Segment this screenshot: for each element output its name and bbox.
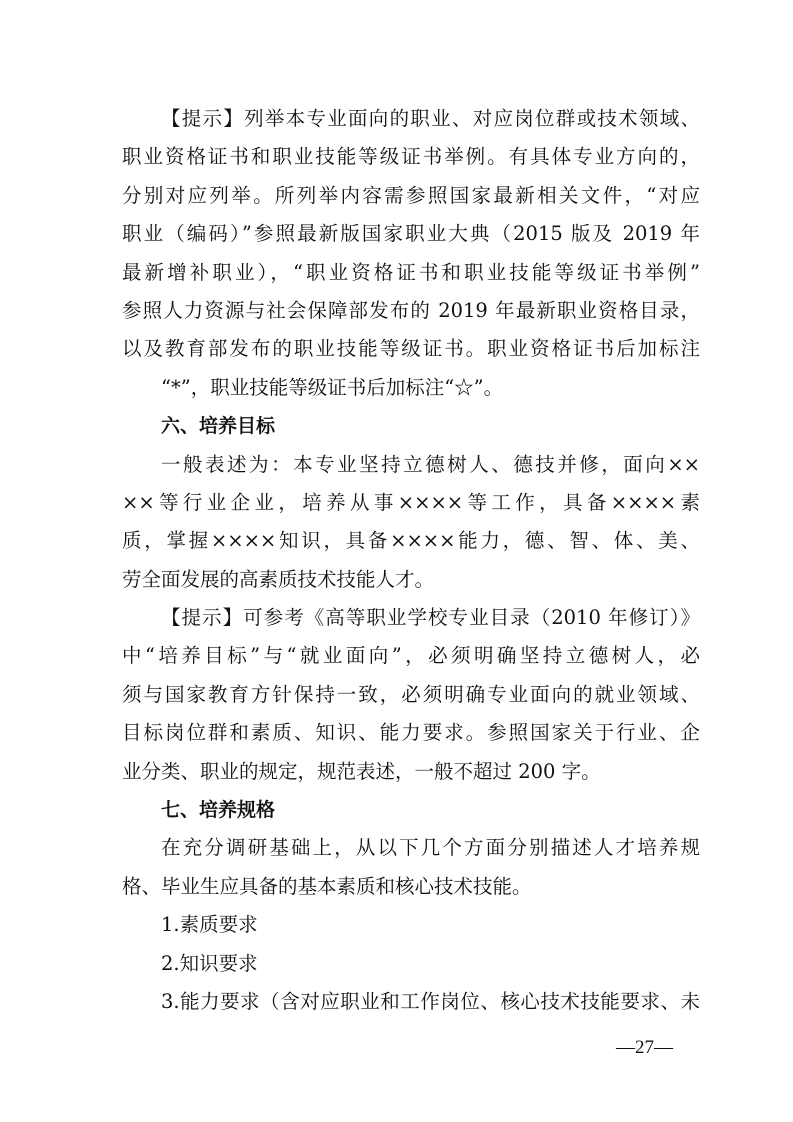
text-line: 须与国家教育方针保持一致，必须明确专业面向的就业领域、 [122,682,700,706]
text-line: 最新增补职业），“职业资格证书和职业技能等级证书举例” [122,260,700,284]
text-line: 在充分调研基础上，从以下几个方面分别描述人才培养规 [161,836,700,860]
text-line: 一般表述为：本专业坚持立德树人、德技并修，面向×× [161,452,700,476]
list-item-quality-requirements: 1.素质要求 [161,913,258,937]
text-line: ××等行业企业，培养从事××××等工作，具备××××素 [122,490,700,514]
text-line: 职业资格证书和职业技能等级证书举例。有具体专业方向的， [122,145,700,169]
hint-paragraph-goals [122,599,700,791]
training-specs-paragraph [122,829,700,906]
section-heading-training-specs: 七、培养规格 [161,799,276,822]
text-line: 目标岗位群和素质、知识、能力要求。参照国家关于行业、企 [122,721,700,745]
text-line: 职业（编码）”参照最新版国家职业大典（2015 版及 2019 年 [122,222,700,246]
hint-paragraph-occupations [122,100,700,407]
page-body [122,100,700,1021]
text-line: 业分类、职业的规定，规范表述，一般不超过 200 字。 [122,759,601,783]
text-line: 参照人力资源与社会保障部发布的 2019 年最新职业资格目录， [122,298,700,322]
page-number: —27— [616,1037,673,1058]
text-line: 以及教育部发布的职业技能等级证书。职业资格证书后加标注 [122,337,700,361]
text-line: 中“培养目标”与“就业面向”，必须明确坚持立德树人，必 [122,644,700,668]
text-line: “*”，职业技能等级证书后加标注“☆”。 [161,375,504,399]
text-line: 格、毕业生应具备的基本素质和核心技术技能。 [122,874,532,898]
text-line: 质，掌握××××知识，具备××××能力，德、智、体、美、 [122,529,700,553]
text-line: 【提示】列举本专业面向的职业、对应岗位群或技术领域、 [161,107,700,130]
section-heading-training-goals: 六、培养目标 [161,415,276,438]
text-line: 分别对应列举。所列举内容需参照国家最新相关文件，“对应 [122,183,700,207]
text-line: 劳全面发展的高素质技术技能人才。 [122,567,435,591]
training-goals-paragraph [122,446,700,600]
list-item-knowledge-requirements: 2.知识要求 [161,951,258,975]
text-line: 【提示】可参考《高等职业学校专业目录（2010 年修订）》 [161,606,700,630]
list-item-ability-requirements: 3.能力要求（含对应职业和工作岗位、核心技术技能要求、未 [161,989,700,1013]
